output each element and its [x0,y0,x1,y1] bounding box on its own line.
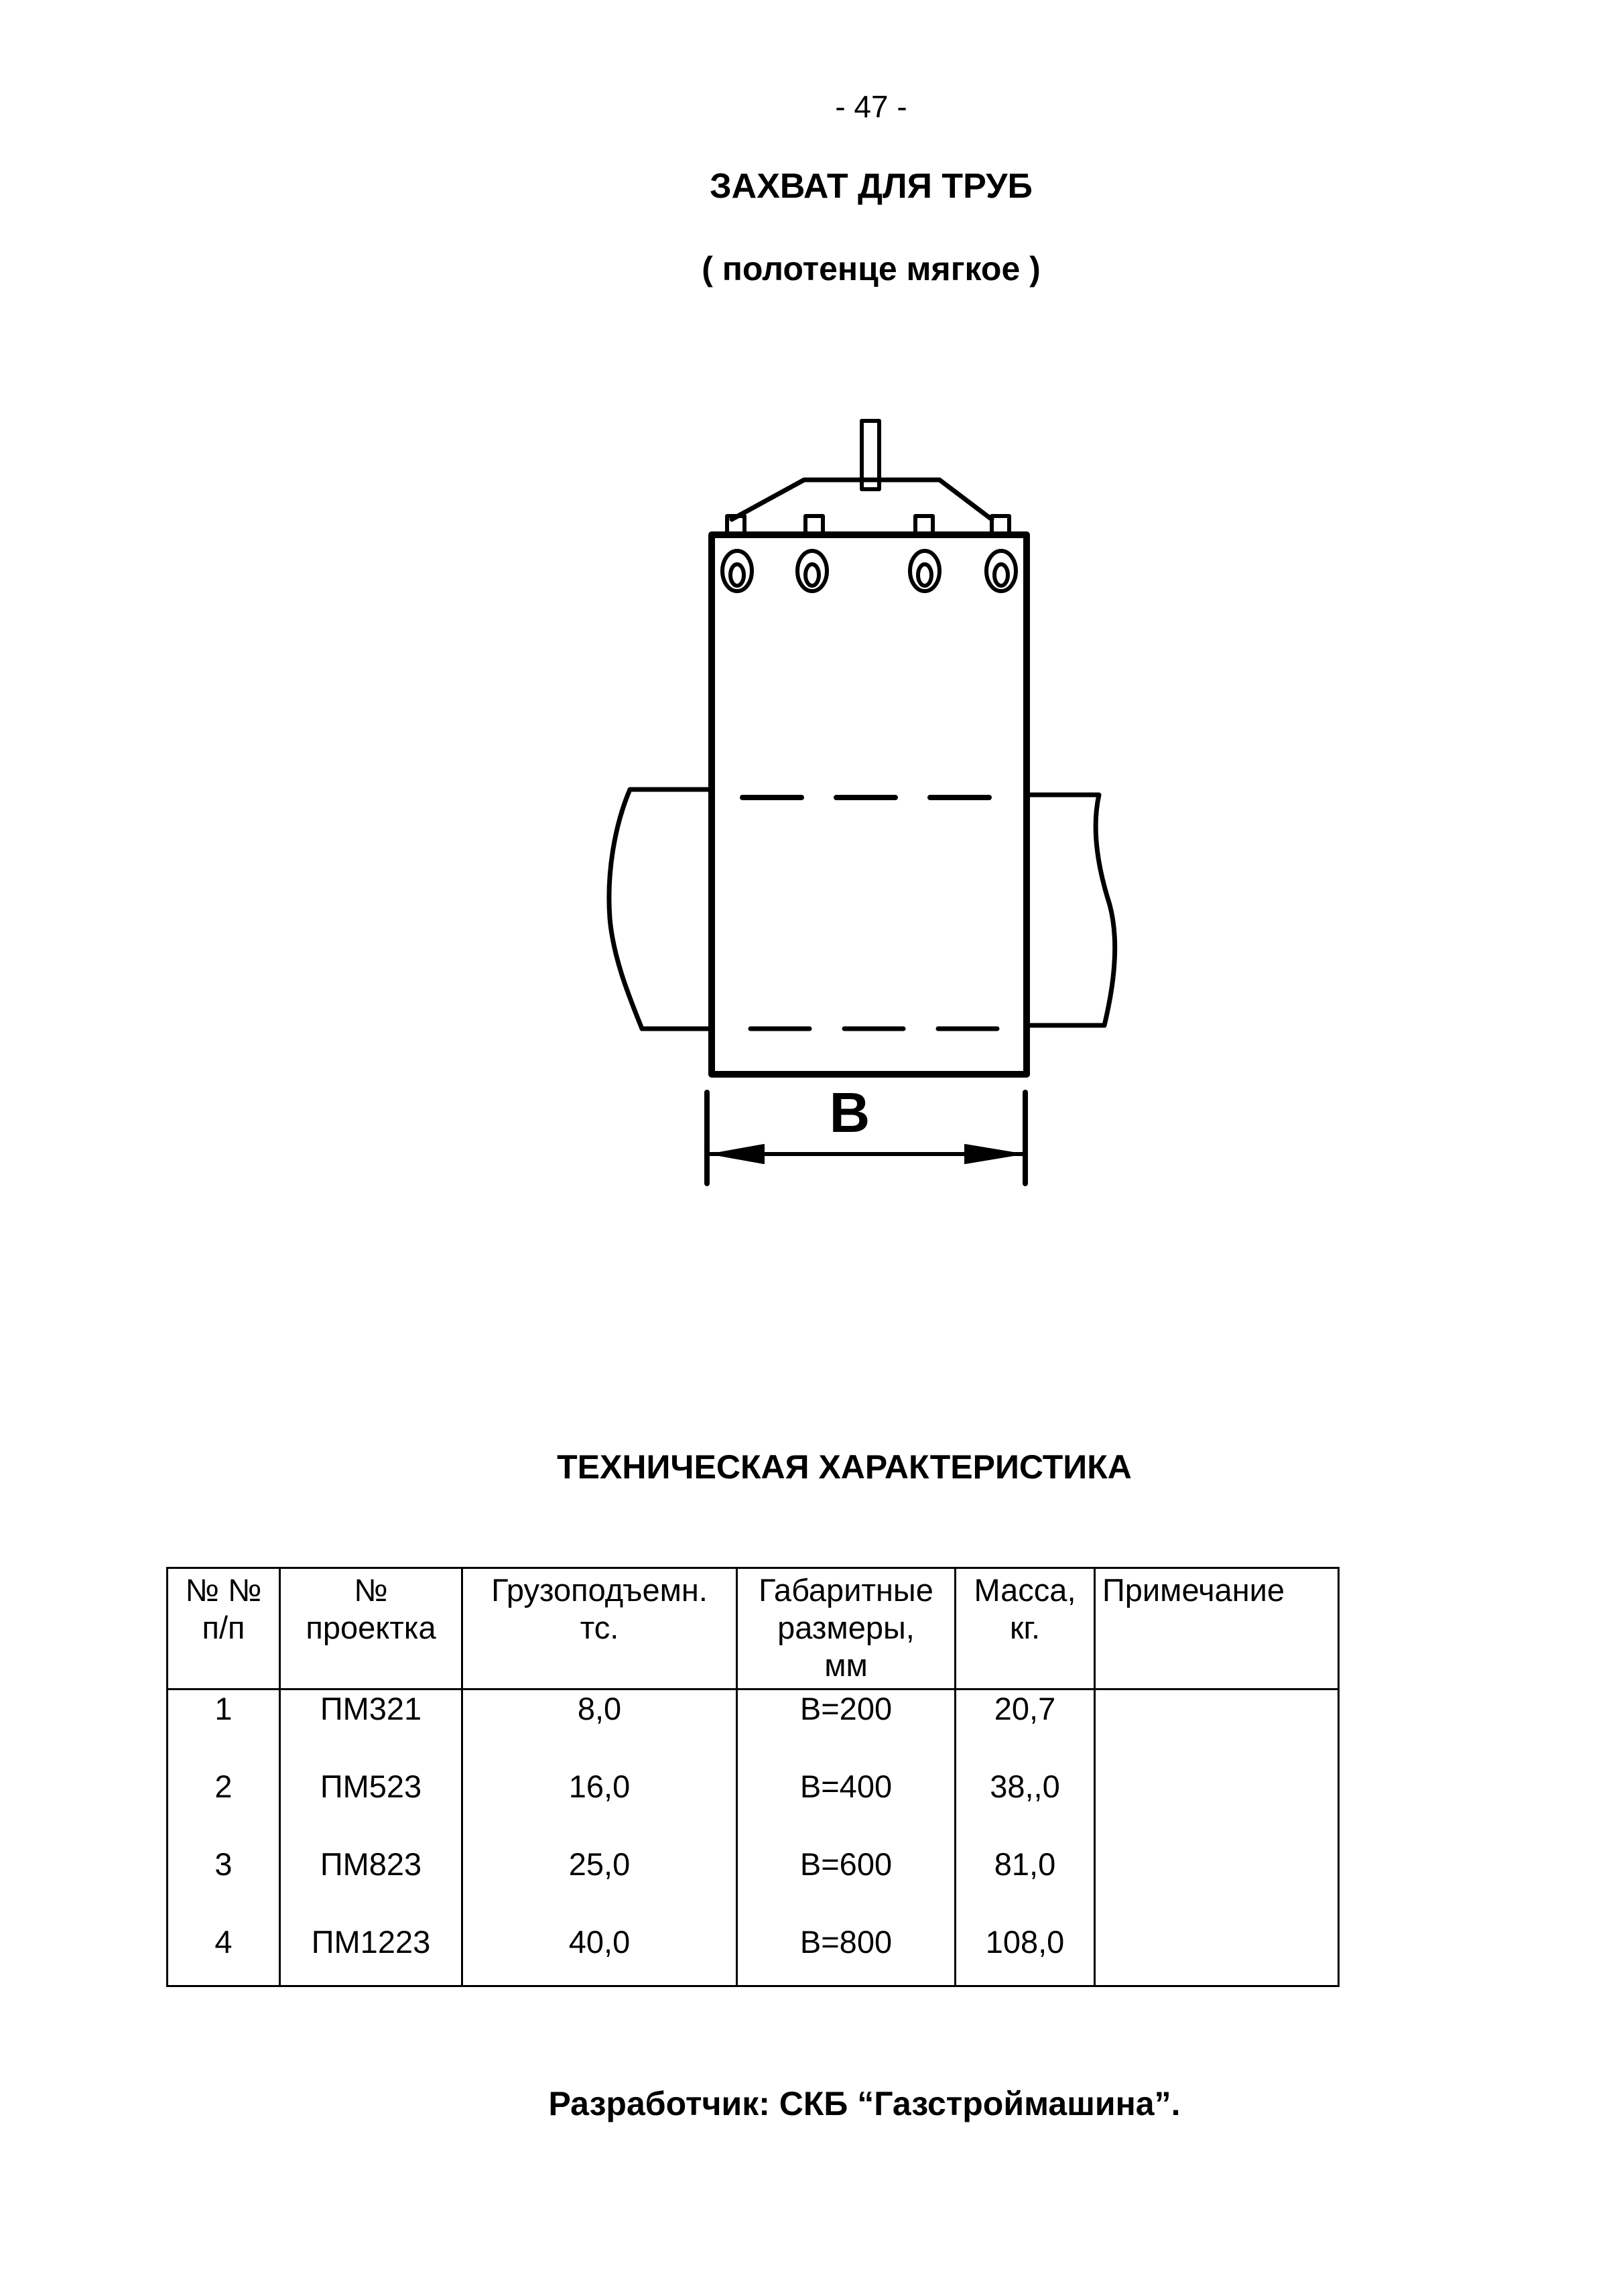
header-dimensions: Габаритные размеры, мм [737,1568,956,1689]
header-capacity: Грузоподъемн. тс. [462,1568,737,1689]
developer-credit: Разработчик: СКБ “Газстроймашина”. [548,2085,1181,2122]
spec-table [166,1567,1340,1987]
page-number: - 47 - [835,89,907,124]
cell-mass: 81,0 [956,1846,1095,1923]
shackle-2 [797,551,827,591]
arrow-left [712,1145,764,1163]
shackle-1 [722,551,752,591]
cell-project: ПМ523 [280,1768,462,1846]
cell-note [1095,1768,1339,1846]
table-row [168,1768,1339,1846]
cell-num: 3 [168,1846,280,1923]
cell-dimensions: B=800 [737,1923,956,1986]
pipe-right-end [1027,795,1115,1025]
cell-project: ПМ823 [280,1846,462,1923]
cell-note [1095,1846,1339,1923]
cell-num: 4 [168,1923,280,1986]
cell-capacity: 16,0 [462,1768,737,1846]
cell-mass: 20,7 [956,1689,1095,1769]
table-row [168,1689,1339,1769]
cell-num: 1 [168,1689,280,1769]
cell-capacity: 25,0 [462,1846,737,1923]
cell-mass: 108,0 [956,1923,1095,1986]
page-subtitle: ( полотенце мягкое ) [702,250,1041,288]
header-mass: Масса, кг. [956,1568,1095,1689]
dimension-label: B [829,1081,870,1144]
header-project: № проектка [280,1568,462,1689]
cell-dimensions: B=400 [737,1768,956,1846]
specs-title: ТЕХНИЧЕСКАЯ ХАРАКТЕРИСТИКА [557,1448,1132,1486]
cell-note [1095,1923,1339,1986]
cell-capacity: 40,0 [462,1923,737,1986]
towel-body [712,535,1027,1074]
header-num: № № п/п [168,1568,280,1689]
pipe-left-end [609,789,712,1029]
cell-mass: 38,,0 [956,1768,1095,1846]
cell-note [1095,1689,1339,1769]
shackle-3 [910,551,939,591]
cell-project: ПМ321 [280,1689,462,1769]
cell-dimensions: B=600 [737,1846,956,1923]
cell-dimensions: B=200 [737,1689,956,1769]
cell-num: 2 [168,1768,280,1846]
arrow-right [965,1145,1021,1163]
table-row [168,1846,1339,1923]
table-row [168,1923,1339,1986]
cell-project: ПМ1223 [280,1923,462,1986]
page-title: ЗАХВАТ ДЛЯ ТРУБ [710,167,1033,206]
header-note: Примечание [1095,1568,1339,1689]
cell-capacity: 8,0 [462,1689,737,1769]
table-header-row [168,1568,1339,1689]
shackle-4 [986,551,1016,591]
